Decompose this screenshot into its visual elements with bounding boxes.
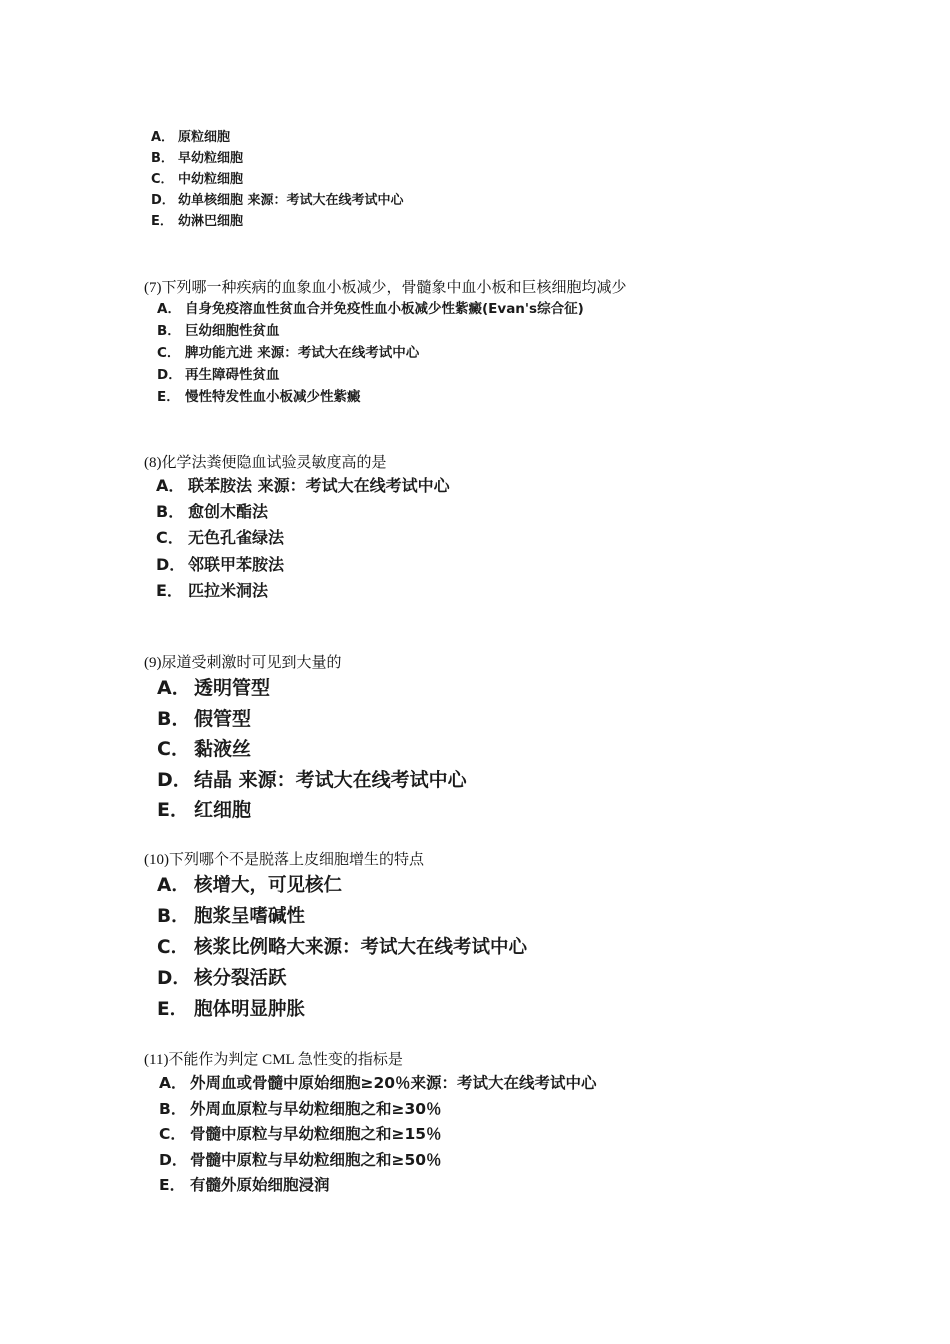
option-text: 自身免疫溶血性贫血合并免疫性血小板减少性紫癜(Evan's综合征) (185, 301, 584, 317)
option-text: 再生障碍性贫血 (185, 367, 280, 383)
option-letter: B． (157, 906, 190, 927)
option-text: 邻联甲苯胺法 (188, 554, 285, 574)
option-c (157, 734, 467, 765)
option-text: 外周血原粒与早幼粒细胞之和≥30％ (190, 1099, 442, 1118)
option-letter: C． (159, 1125, 186, 1144)
option-text: 无色孔雀绿法 (188, 528, 285, 548)
option-letter: D． (157, 968, 191, 989)
option-text: 幼单核细胞 来源：考试大在线考试中心 (178, 193, 404, 208)
option-letter: E． (159, 1176, 186, 1195)
option-text: 红细胞 (194, 799, 252, 821)
option-text: 早幼粒细胞 (178, 151, 244, 166)
option-a (151, 127, 404, 148)
option-text: 骨髓中原粒与早幼粒细胞之和≥15％ (190, 1125, 442, 1144)
option-e (159, 1173, 597, 1199)
option-c (151, 169, 404, 190)
option-letter: C． (157, 345, 181, 361)
question-stem: (11)不能作为判定 CML 急性变的指标是 (144, 1052, 403, 1068)
option-a (157, 870, 527, 901)
option-list (159, 1071, 597, 1199)
question-stem: (7)下列哪一种疾病的血象血小板减少，骨髓象中血小板和巨核细胞均减少 (144, 280, 627, 296)
option-letter: E． (157, 389, 180, 405)
option-e (156, 578, 450, 604)
option-letter: E． (151, 214, 173, 229)
option-d (157, 364, 584, 386)
option-a (157, 298, 584, 320)
option-d (159, 1148, 597, 1174)
option-b (159, 1097, 597, 1123)
option-letter: B． (156, 502, 185, 522)
option-letter: B． (151, 151, 174, 166)
option-text: 原粒细胞 (178, 130, 231, 145)
option-text: 慢性特发性血小板减少性紫癜 (185, 389, 361, 405)
option-text: 核浆比例略大来源：考试大在线考试中心 (194, 937, 528, 958)
option-a (159, 1071, 597, 1097)
option-e (151, 211, 404, 232)
option-letter: E． (156, 580, 183, 600)
question-stem: (10)下列哪个不是脱落上皮细胞增生的特点 (144, 852, 424, 868)
option-letter: A． (156, 476, 185, 495)
option-letter: A． (151, 130, 175, 145)
option-list (157, 298, 584, 408)
option-letter: C． (157, 738, 190, 760)
option-text: 核分裂活跃 (194, 968, 287, 989)
option-c (157, 932, 527, 963)
question-stem: (8)化学法粪便隐血试验灵敏度高的是 (144, 455, 387, 471)
option-text: 中幼粒细胞 (178, 172, 244, 187)
option-b (156, 499, 450, 525)
option-d (157, 765, 467, 796)
option-text: 胞浆呈嗜碱性 (194, 906, 306, 927)
option-text: 外周血或骨髓中原始细胞≥20％来源：考试大在线考试中心 (190, 1074, 597, 1092)
option-a (157, 673, 467, 704)
option-letter: B． (157, 707, 191, 730)
option-c (159, 1122, 597, 1148)
option-b (157, 901, 527, 932)
option-letter: B． (159, 1099, 187, 1118)
option-letter: B． (157, 323, 181, 339)
option-list (151, 127, 404, 232)
option-text: 黏液丝 (194, 738, 252, 760)
option-text: 胞体明显肿胀 (194, 999, 306, 1020)
option-text: 骨髓中原粒与早幼粒细胞之和≥50％ (190, 1150, 442, 1169)
option-letter: E． (157, 999, 189, 1020)
option-b (157, 320, 584, 342)
option-letter: C． (156, 528, 184, 548)
option-text: 透明管型 (194, 677, 271, 699)
option-d (151, 190, 404, 211)
option-d (157, 963, 527, 994)
option-text: 结晶 来源：考试大在线考试中心 (194, 768, 467, 791)
option-letter: D． (159, 1150, 188, 1169)
option-e (157, 994, 527, 1025)
option-text: 核增大，可见核仁 (194, 875, 343, 896)
option-letter: C． (151, 172, 174, 187)
option-letter: D． (157, 367, 182, 383)
option-text: 有髓外原始细胞浸润 (190, 1176, 330, 1195)
option-e (157, 795, 467, 826)
option-b (157, 704, 467, 735)
option-letter: E． (157, 799, 189, 821)
option-letter: D． (157, 768, 192, 791)
option-letter: D． (151, 193, 175, 208)
option-list (157, 673, 467, 826)
option-list (156, 473, 450, 604)
option-d (156, 552, 450, 578)
option-text: 脾功能亢进 来源：考试大在线考试中心 (185, 345, 420, 361)
option-letter: A． (157, 677, 191, 699)
option-letter: A． (157, 875, 190, 896)
option-text: 假管型 (194, 707, 252, 730)
option-text: 愈创木酯法 (188, 502, 269, 522)
option-a (156, 473, 450, 499)
option-letter: A． (159, 1074, 187, 1092)
option-text: 巨幼细胞性贫血 (185, 323, 280, 339)
option-letter: A． (157, 301, 181, 317)
option-text: 幼淋巴细胞 (178, 214, 244, 229)
option-e (157, 386, 584, 408)
option-b (151, 148, 404, 169)
option-c (156, 525, 450, 551)
option-letter: D． (156, 554, 186, 574)
option-list (157, 870, 527, 1025)
option-letter: C． (157, 937, 190, 958)
option-c (157, 342, 584, 364)
question-stem: (9)尿道受刺激时可见到大量的 (144, 655, 342, 671)
option-text: 匹拉米洞法 (188, 580, 269, 600)
option-text: 联苯胺法 来源：考试大在线考试中心 (188, 476, 450, 495)
